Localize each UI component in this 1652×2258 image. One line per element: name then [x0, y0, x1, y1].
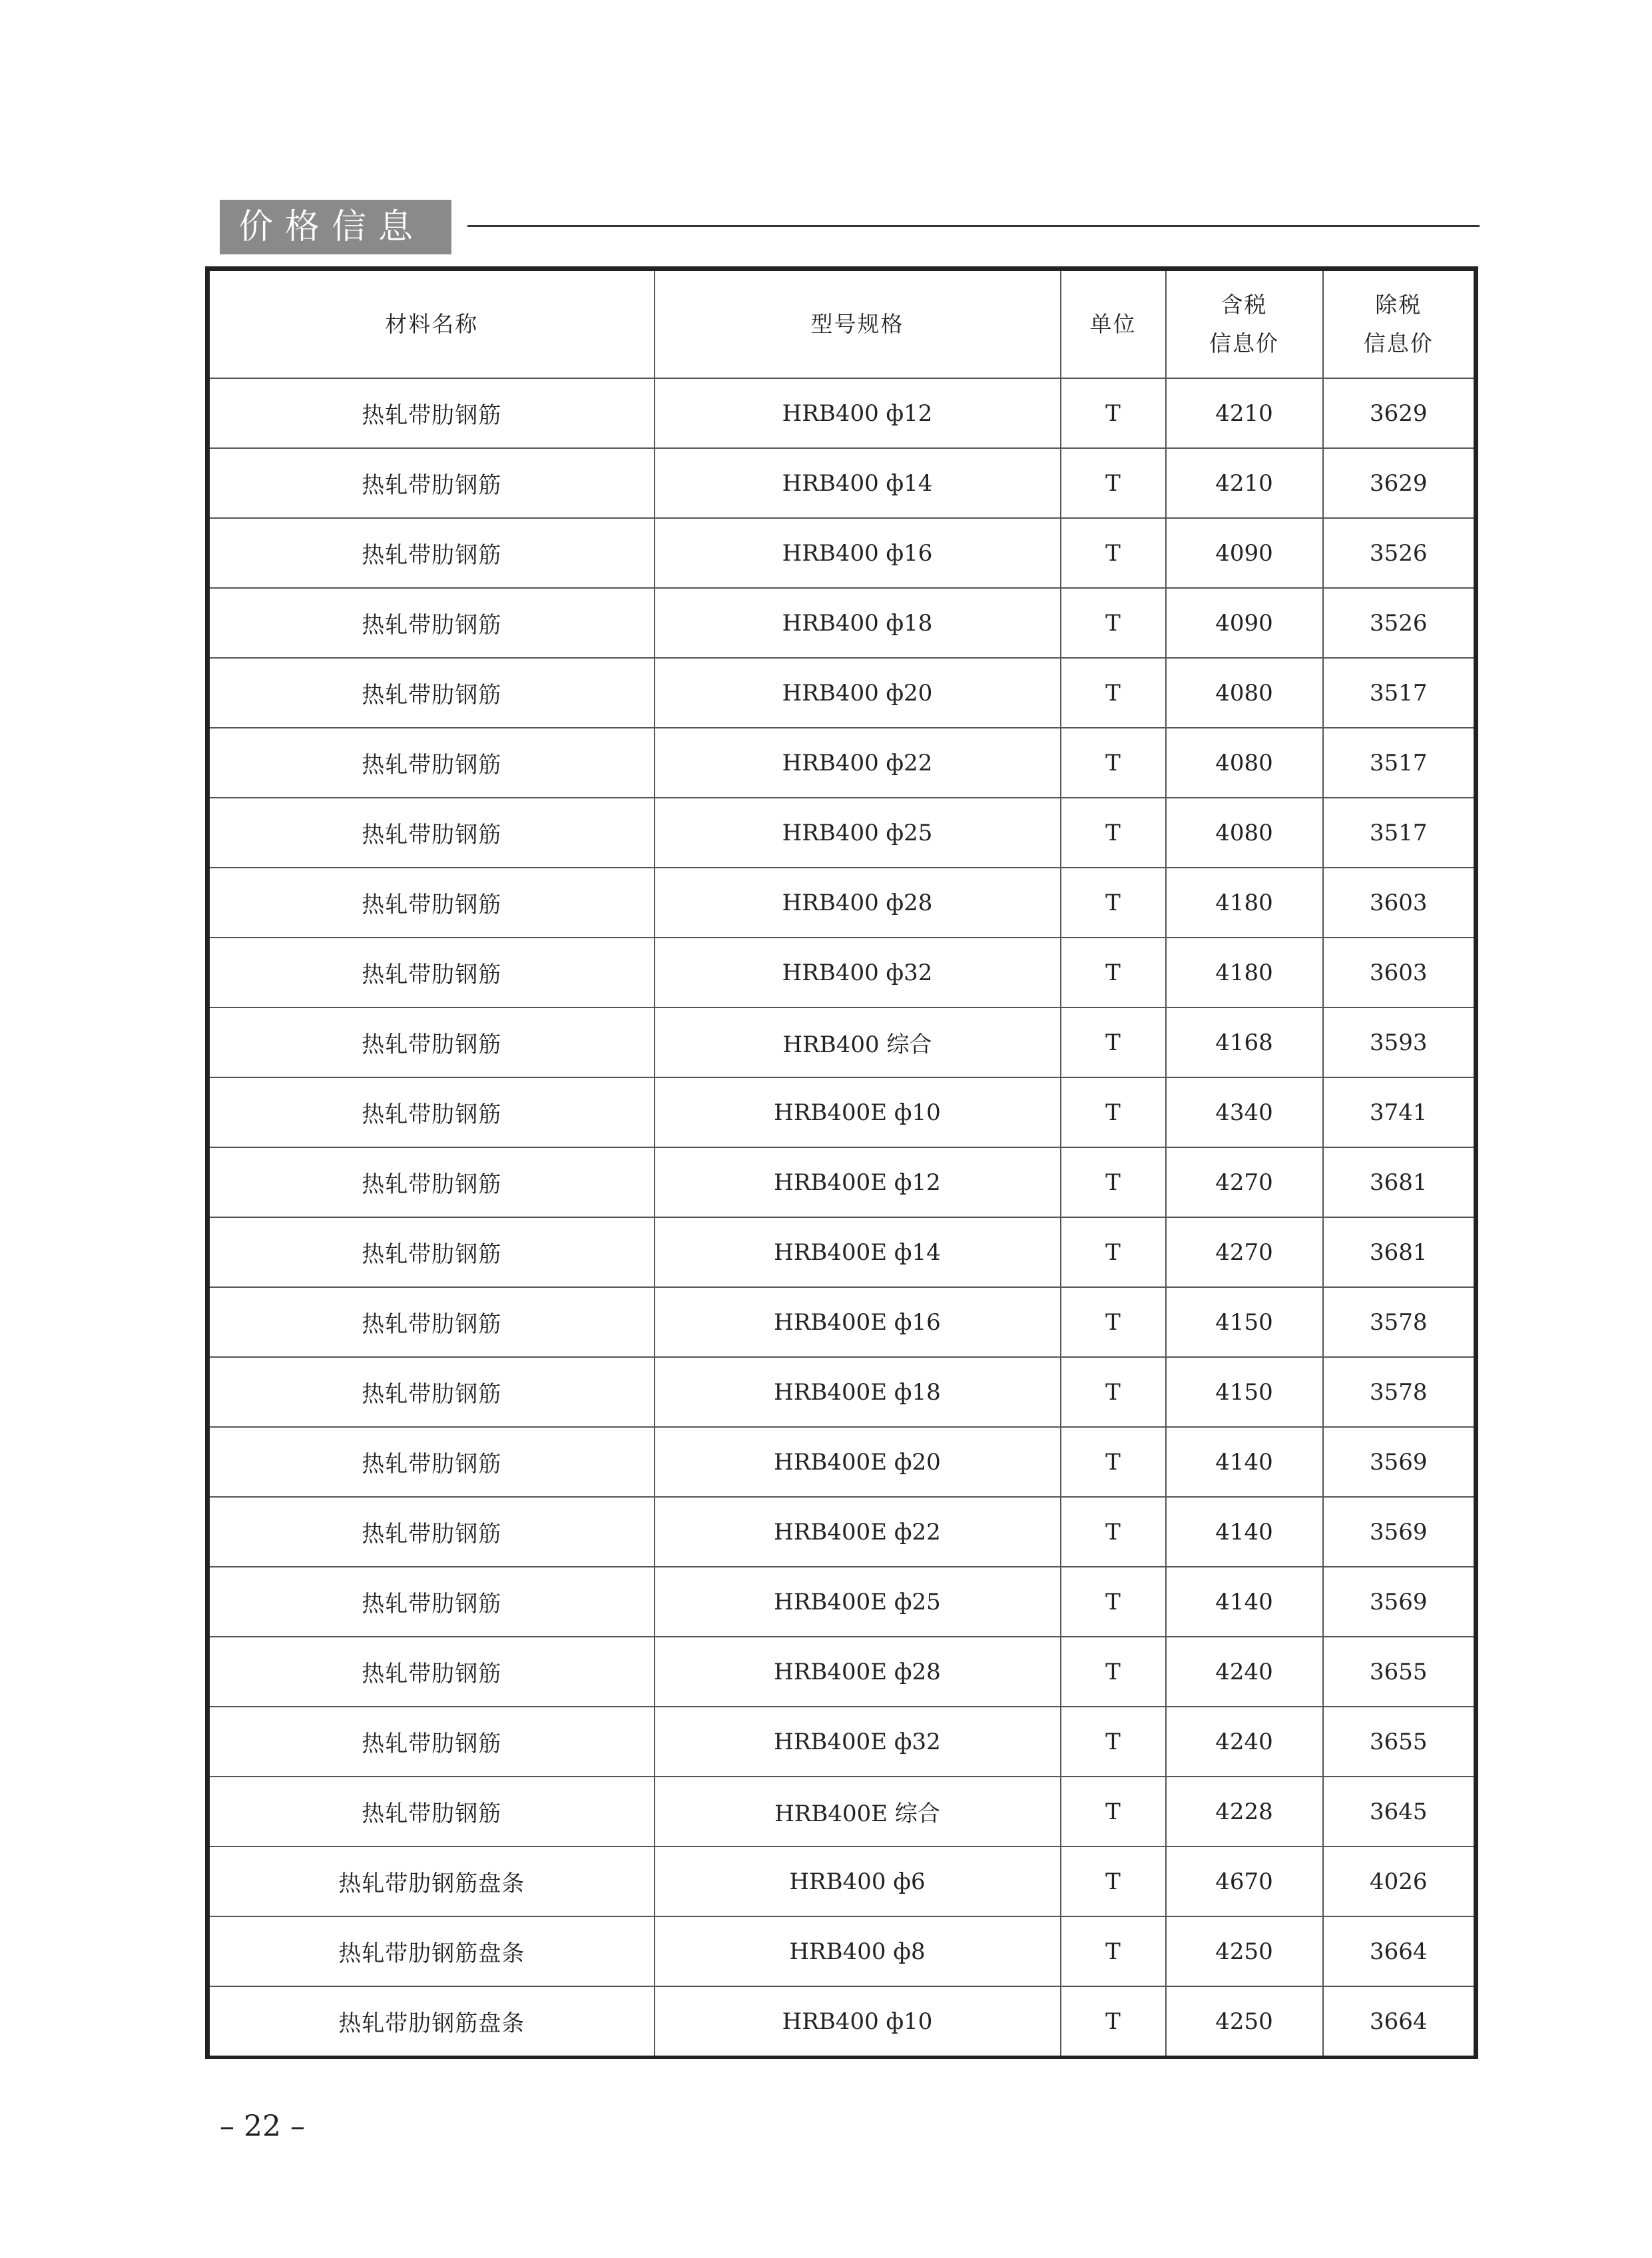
cell-unit: T: [1061, 1846, 1166, 1916]
cell-tax-excluded-price: 3629: [1323, 448, 1476, 518]
table-row: [208, 1217, 1476, 1287]
cell-unit: T: [1061, 588, 1166, 658]
cell-unit: T: [1061, 1637, 1166, 1707]
cell-material-name: 热轧带肋钢筋盘条: [208, 1916, 655, 1986]
cell-tax-included-price: 4080: [1166, 728, 1323, 798]
cell-material-name: 热轧带肋钢筋: [208, 1567, 655, 1637]
cell-unit: T: [1061, 1497, 1166, 1567]
cell-tax-included-price: 4250: [1166, 1916, 1323, 1986]
cell-spec: HRB400 ф10: [655, 1986, 1061, 2058]
cell-tax-included-price: 4240: [1166, 1707, 1323, 1777]
cell-spec: HRB400E ф10: [655, 1077, 1061, 1147]
header-tax-included-price: [1166, 269, 1323, 379]
cell-tax-included-price: 4080: [1166, 798, 1323, 868]
table-row: [208, 1846, 1476, 1916]
cell-tax-included-price: 4270: [1166, 1147, 1323, 1217]
cell-tax-excluded-price: 3681: [1323, 1147, 1476, 1217]
cell-tax-included-price: 4090: [1166, 588, 1323, 658]
cell-tax-included-price: 4228: [1166, 1777, 1323, 1846]
cell-spec: HRB400E ф25: [655, 1567, 1061, 1637]
header-rule: [467, 225, 1480, 227]
header-unit: 单位: [1061, 269, 1166, 379]
table-row: [208, 1707, 1476, 1777]
table-row: [208, 378, 1476, 448]
cell-unit: T: [1061, 448, 1166, 518]
cell-material-name: 热轧带肋钢筋: [208, 1707, 655, 1777]
cell-tax-included-price: 4210: [1166, 378, 1323, 448]
header-material-name: 材料名称: [208, 269, 655, 379]
cell-material-name: 热轧带肋钢筋: [208, 1007, 655, 1077]
table-row: [208, 658, 1476, 728]
cell-tax-excluded-price: 3655: [1323, 1637, 1476, 1707]
cell-unit: T: [1061, 1007, 1166, 1077]
table-row: [208, 1567, 1476, 1637]
cell-tax-excluded-price: 3603: [1323, 938, 1476, 1007]
cell-unit: T: [1061, 868, 1166, 938]
cell-tax-excluded-price: 3681: [1323, 1217, 1476, 1287]
cell-material-name: 热轧带肋钢筋: [208, 1497, 655, 1567]
cell-spec: HRB400E ф28: [655, 1637, 1061, 1707]
cell-material-name: 热轧带肋钢筋: [208, 1357, 655, 1427]
cell-material-name: 热轧带肋钢筋: [208, 1147, 655, 1217]
cell-tax-excluded-price: 3526: [1323, 588, 1476, 658]
cell-tax-excluded-price: 3664: [1323, 1916, 1476, 1986]
table-row: [208, 448, 1476, 518]
cell-tax-included-price: 4140: [1166, 1497, 1323, 1567]
cell-material-name: 热轧带肋钢筋: [208, 1637, 655, 1707]
header-tax-excluded-line2: 信息价: [1363, 330, 1434, 356]
cell-material-name: 热轧带肋钢筋: [208, 588, 655, 658]
cell-unit: T: [1061, 1287, 1166, 1357]
cell-tax-excluded-price: 3741: [1323, 1077, 1476, 1147]
header-tax-included-line1: 含税: [1221, 292, 1268, 318]
cell-material-name: 热轧带肋钢筋: [208, 868, 655, 938]
cell-tax-excluded-price: 3569: [1323, 1497, 1476, 1567]
cell-spec: HRB400E ф32: [655, 1707, 1061, 1777]
cell-tax-excluded-price: 3603: [1323, 868, 1476, 938]
cell-tax-included-price: 4270: [1166, 1217, 1323, 1287]
cell-tax-included-price: 4140: [1166, 1427, 1323, 1497]
cell-material-name: 热轧带肋钢筋: [208, 728, 655, 798]
table-row: [208, 728, 1476, 798]
cell-spec: HRB400 ф20: [655, 658, 1061, 728]
cell-unit: T: [1061, 938, 1166, 1007]
cell-tax-excluded-price: 3517: [1323, 798, 1476, 868]
cell-tax-excluded-price: 3593: [1323, 1007, 1476, 1077]
cell-unit: T: [1061, 1077, 1166, 1147]
table-row: [208, 1077, 1476, 1147]
cell-unit: T: [1061, 1567, 1166, 1637]
header-tax-excluded-price: [1323, 269, 1476, 379]
cell-tax-included-price: 4210: [1166, 448, 1323, 518]
cell-tax-excluded-price: 3655: [1323, 1707, 1476, 1777]
cell-material-name: 热轧带肋钢筋: [208, 938, 655, 1007]
table-row: [208, 1637, 1476, 1707]
cell-tax-included-price: 4670: [1166, 1846, 1323, 1916]
cell-unit: T: [1061, 1217, 1166, 1287]
cell-tax-excluded-price: 3578: [1323, 1287, 1476, 1357]
cell-spec: HRB400 ф6: [655, 1846, 1061, 1916]
cell-spec: HRB400 ф8: [655, 1916, 1061, 1986]
cell-unit: T: [1061, 798, 1166, 868]
cell-tax-included-price: 4090: [1166, 518, 1323, 588]
cell-unit: T: [1061, 1427, 1166, 1497]
page-number: – 22 –: [220, 2110, 305, 2143]
cell-tax-excluded-price: 3569: [1323, 1427, 1476, 1497]
table-row: [208, 938, 1476, 1007]
header-tax-excluded-line1: 除税: [1375, 292, 1422, 318]
table-header-row: [208, 269, 1476, 379]
cell-tax-included-price: 4340: [1166, 1077, 1323, 1147]
cell-material-name: 热轧带肋钢筋: [208, 378, 655, 448]
cell-material-name: 热轧带肋钢筋: [208, 448, 655, 518]
header-spec: 型号规格: [655, 269, 1061, 379]
cell-tax-included-price: 4150: [1166, 1287, 1323, 1357]
table-row: [208, 868, 1476, 938]
cell-material-name: 热轧带肋钢筋: [208, 658, 655, 728]
table-row: [208, 1357, 1476, 1427]
table-row: [208, 1287, 1476, 1357]
cell-spec: HRB400E ф22: [655, 1497, 1061, 1567]
table-row: [208, 1147, 1476, 1217]
cell-unit: T: [1061, 1707, 1166, 1777]
table-row: [208, 1427, 1476, 1497]
cell-tax-excluded-price: 3645: [1323, 1777, 1476, 1846]
cell-spec: HRB400 ф12: [655, 378, 1061, 448]
cell-tax-included-price: 4240: [1166, 1637, 1323, 1707]
cell-tax-excluded-price: 3526: [1323, 518, 1476, 588]
table-body: [208, 378, 1476, 2058]
cell-tax-excluded-price: 3517: [1323, 728, 1476, 798]
cell-unit: T: [1061, 728, 1166, 798]
cell-spec: HRB400 ф16: [655, 518, 1061, 588]
cell-material-name: 热轧带肋钢筋: [208, 1427, 655, 1497]
cell-material-name: 热轧带肋钢筋: [208, 1217, 655, 1287]
cell-tax-excluded-price: 3664: [1323, 1986, 1476, 2058]
cell-material-name: 热轧带肋钢筋: [208, 798, 655, 868]
cell-unit: T: [1061, 1777, 1166, 1846]
cell-unit: T: [1061, 1147, 1166, 1217]
cell-spec: HRB400 ф32: [655, 938, 1061, 1007]
section-header: [220, 200, 1480, 254]
cell-tax-included-price: 4140: [1166, 1567, 1323, 1637]
table-row: [208, 1497, 1476, 1567]
cell-spec: HRB400 综合: [655, 1007, 1061, 1077]
cell-tax-excluded-price: 3569: [1323, 1567, 1476, 1637]
cell-tax-included-price: 4150: [1166, 1357, 1323, 1427]
cell-tax-included-price: 4180: [1166, 938, 1323, 1007]
cell-spec: HRB400 ф22: [655, 728, 1061, 798]
cell-tax-excluded-price: 3629: [1323, 378, 1476, 448]
cell-material-name: 热轧带肋钢筋: [208, 518, 655, 588]
price-table: [205, 266, 1478, 2059]
table-row: [208, 588, 1476, 658]
cell-tax-included-price: 4250: [1166, 1986, 1323, 2058]
cell-tax-included-price: 4180: [1166, 868, 1323, 938]
table-row: [208, 798, 1476, 868]
table-row: [208, 1916, 1476, 1986]
cell-material-name: 热轧带肋钢筋盘条: [208, 1846, 655, 1916]
cell-spec: HRB400E ф20: [655, 1427, 1061, 1497]
cell-tax-included-price: 4080: [1166, 658, 1323, 728]
cell-unit: T: [1061, 658, 1166, 728]
cell-tax-excluded-price: 3517: [1323, 658, 1476, 728]
cell-material-name: 热轧带肋钢筋盘条: [208, 1986, 655, 2058]
cell-unit: T: [1061, 1357, 1166, 1427]
cell-tax-included-price: 4168: [1166, 1007, 1323, 1077]
cell-spec: HRB400 ф14: [655, 448, 1061, 518]
section-title: 价格信息: [220, 200, 451, 254]
cell-unit: T: [1061, 378, 1166, 448]
cell-material-name: 热轧带肋钢筋: [208, 1287, 655, 1357]
cell-spec: HRB400 ф28: [655, 868, 1061, 938]
table-row: [208, 518, 1476, 588]
table-row: [208, 1007, 1476, 1077]
cell-spec: HRB400E ф14: [655, 1217, 1061, 1287]
cell-unit: T: [1061, 1916, 1166, 1986]
cell-spec: HRB400E ф18: [655, 1357, 1061, 1427]
cell-tax-excluded-price: 3578: [1323, 1357, 1476, 1427]
cell-material-name: 热轧带肋钢筋: [208, 1777, 655, 1846]
cell-unit: T: [1061, 518, 1166, 588]
table-row: [208, 1986, 1476, 2058]
cell-spec: HRB400E ф16: [655, 1287, 1061, 1357]
cell-material-name: 热轧带肋钢筋: [208, 1077, 655, 1147]
cell-spec: HRB400 ф18: [655, 588, 1061, 658]
cell-spec: HRB400E 综合: [655, 1777, 1061, 1846]
cell-spec: HRB400 ф25: [655, 798, 1061, 868]
header-tax-included-line2: 信息价: [1209, 330, 1279, 356]
cell-tax-excluded-price: 4026: [1323, 1846, 1476, 1916]
cell-spec: HRB400E ф12: [655, 1147, 1061, 1217]
cell-unit: T: [1061, 1986, 1166, 2058]
table-row: [208, 1777, 1476, 1846]
